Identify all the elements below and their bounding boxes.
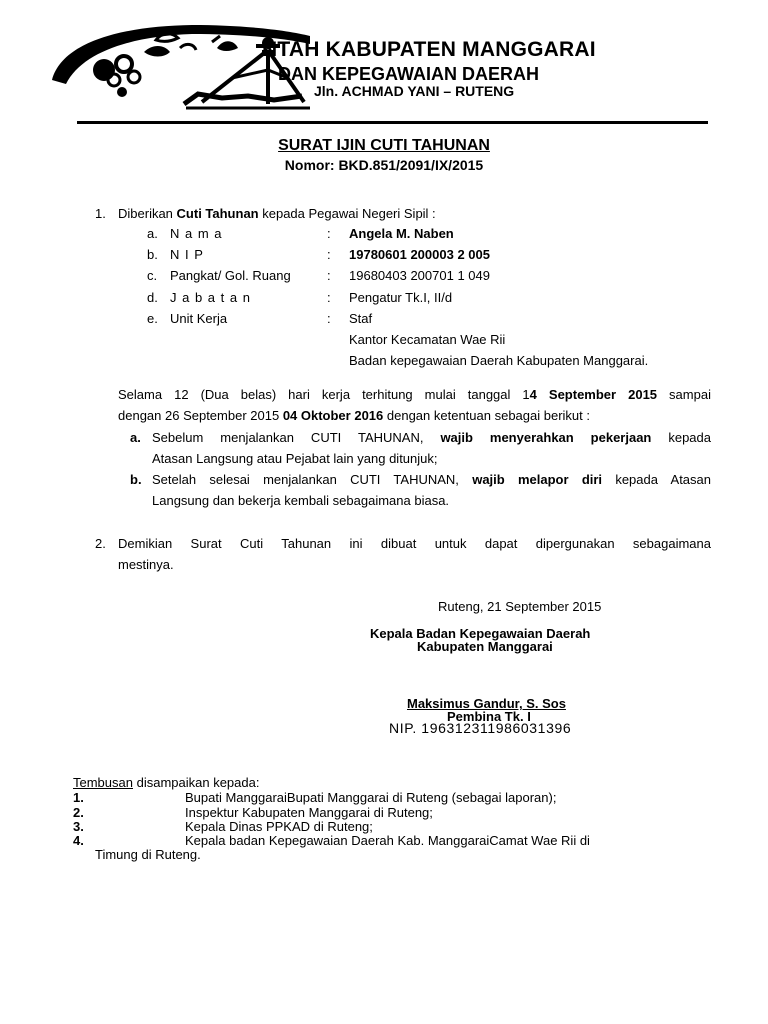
item-2-number: 2. [95, 536, 106, 551]
field-letter-a: a. [147, 226, 158, 241]
item-1-post: kepada Pegawai Negeri Sipil : [258, 206, 436, 221]
tembusan-item-continuation: Timung di Ruteng. [95, 847, 201, 862]
leave-end-date: 04 Oktober 2016 [282, 408, 384, 423]
item-2-line-1: Demikian Surat Cuti Tahunan ini dibuat untuk dapat dipergunakan sebagaimana [118, 536, 711, 551]
item-2-line-2: mestinya. [118, 557, 174, 572]
tembusan-item: Kepala Dinas PPKAD di Ruteng; [185, 819, 373, 834]
header-divider [77, 121, 708, 124]
signatory-nip: NIP. 196312311986031396 [389, 720, 572, 736]
leave-start-date: 4 September 2015 [529, 387, 658, 402]
leave-period-l2-pre: dengan 26 September 2015 [118, 408, 283, 423]
condition-a-letter: a. [130, 430, 141, 445]
condition-b-bold: wajib melapor diri [472, 472, 603, 487]
tembusan-number: 1. [73, 790, 84, 805]
condition-b-line-1 [152, 472, 711, 487]
leave-period-pre: Selama 12 (Dua belas) hari kerja terhitung mulai tanggal 1 [118, 387, 530, 402]
condition-a-line-2: Atasan Langsung atau Pejabat lain yang ditunjuk; [152, 451, 438, 466]
condition-a-bold: wajib menyerahkan pekerjaan [440, 430, 652, 445]
tembusan-item: Inspektur Kabupaten Manggarai di Ruteng; [185, 805, 433, 820]
field-value-jabatan: Pengatur Tk.I, II/d [349, 290, 453, 305]
field-value-nip: 19780601 200003 2 005 [349, 247, 490, 262]
signature-place-date: Ruteng, 21 September 2015 [438, 599, 602, 614]
leave-period-post: sampai [669, 387, 711, 402]
field-colon: : [327, 247, 331, 262]
tembusan-intro: disampaikan kepada: [132, 775, 260, 790]
tembusan-number: 4. [73, 833, 84, 848]
field-value-pangkat: 19680403 200701 1 049 [349, 268, 490, 283]
field-colon: : [327, 311, 331, 326]
field-colon: : [327, 290, 331, 305]
leave-period-l2-post: dengan ketentuan sebagai berikut : [383, 408, 590, 423]
item-1-number: 1. [95, 206, 106, 221]
item-1-pre: Diberikan [118, 206, 177, 221]
signatory-rank: Pembina Tk. I [447, 709, 531, 724]
condition-b-line-2: Langsung dan bekerja kembali sebagaimana biasa. [152, 493, 450, 508]
field-label-nama: N a m a [170, 226, 223, 241]
signature-position-line-2: Kabupaten Manggarai [417, 639, 553, 654]
field-letter-d: d. [147, 290, 158, 305]
field-value-unit-kerja: Staf [349, 311, 373, 326]
unit-kerja-line-3: Badan kepegawaian Daerah Kabupaten Manggarai. [349, 353, 649, 368]
field-value-nama: Angela M. Naben [349, 226, 454, 241]
condition-a-line-1 [152, 430, 711, 445]
field-letter-b: b. [147, 247, 158, 262]
header-agency-line: NTAH KABUPATEN MANGGARAI [262, 38, 596, 61]
condition-a-post: kepada [668, 430, 711, 445]
unit-kerja-line-2: Kantor Kecamatan Wae Rii [349, 332, 506, 347]
field-label-jabatan: J a b a t a n [170, 290, 251, 305]
condition-b-pre: Setelah selesai menjalankan CUTI TAHUNAN, [152, 472, 459, 487]
field-label-unit-kerja: Unit Kerja [170, 311, 228, 326]
tembusan-label: Tembusan [73, 775, 133, 790]
leave-period-line-1 [118, 387, 711, 402]
condition-a-pre: Sebelum menjalankan CUTI TAHUNAN, [152, 430, 424, 445]
item-1-bold: Cuti Tahunan [176, 206, 259, 221]
tembusan-item: Kepala badan Kepegawaian Daerah Kab. ManggaraiCamat Wae Rii di [185, 833, 590, 848]
header-address-line: Jln. ACHMAD YANI – RUTENG [314, 83, 515, 99]
tembusan-heading [73, 775, 259, 790]
letterhead-logo [52, 22, 310, 114]
letter-title: SURAT IJIN CUTI TAHUNAN [278, 137, 490, 154]
header-department-line: DAN KEPEGAWAIAN DAERAH [278, 64, 540, 84]
signatory-name: Maksimus Gandur, S. Sos [407, 696, 566, 711]
condition-b-post: kepada Atasan [615, 472, 711, 487]
field-letter-c: c. [147, 268, 158, 283]
field-letter-e: e. [147, 311, 158, 326]
tembusan-number: 2. [73, 805, 84, 820]
field-colon: : [327, 268, 331, 283]
field-label-pangkat: Pangkat/ Gol. Ruang [170, 268, 291, 283]
tembusan-item: Bupati ManggaraiBupati Manggarai di Ruteng (sebagai laporan); [185, 790, 557, 805]
field-label-nip: N I P [170, 247, 204, 262]
item-1-text [118, 206, 436, 221]
field-colon: : [327, 226, 331, 241]
condition-b-letter: b. [130, 472, 142, 487]
tembusan-number: 3. [73, 819, 84, 834]
signature-position-line-1: Kepala Badan Kepegawaian Daerah [370, 626, 591, 641]
letter-number: Nomor: BKD.851/2091/IX/2015 [284, 157, 484, 173]
leave-period-line-2 [118, 408, 590, 423]
